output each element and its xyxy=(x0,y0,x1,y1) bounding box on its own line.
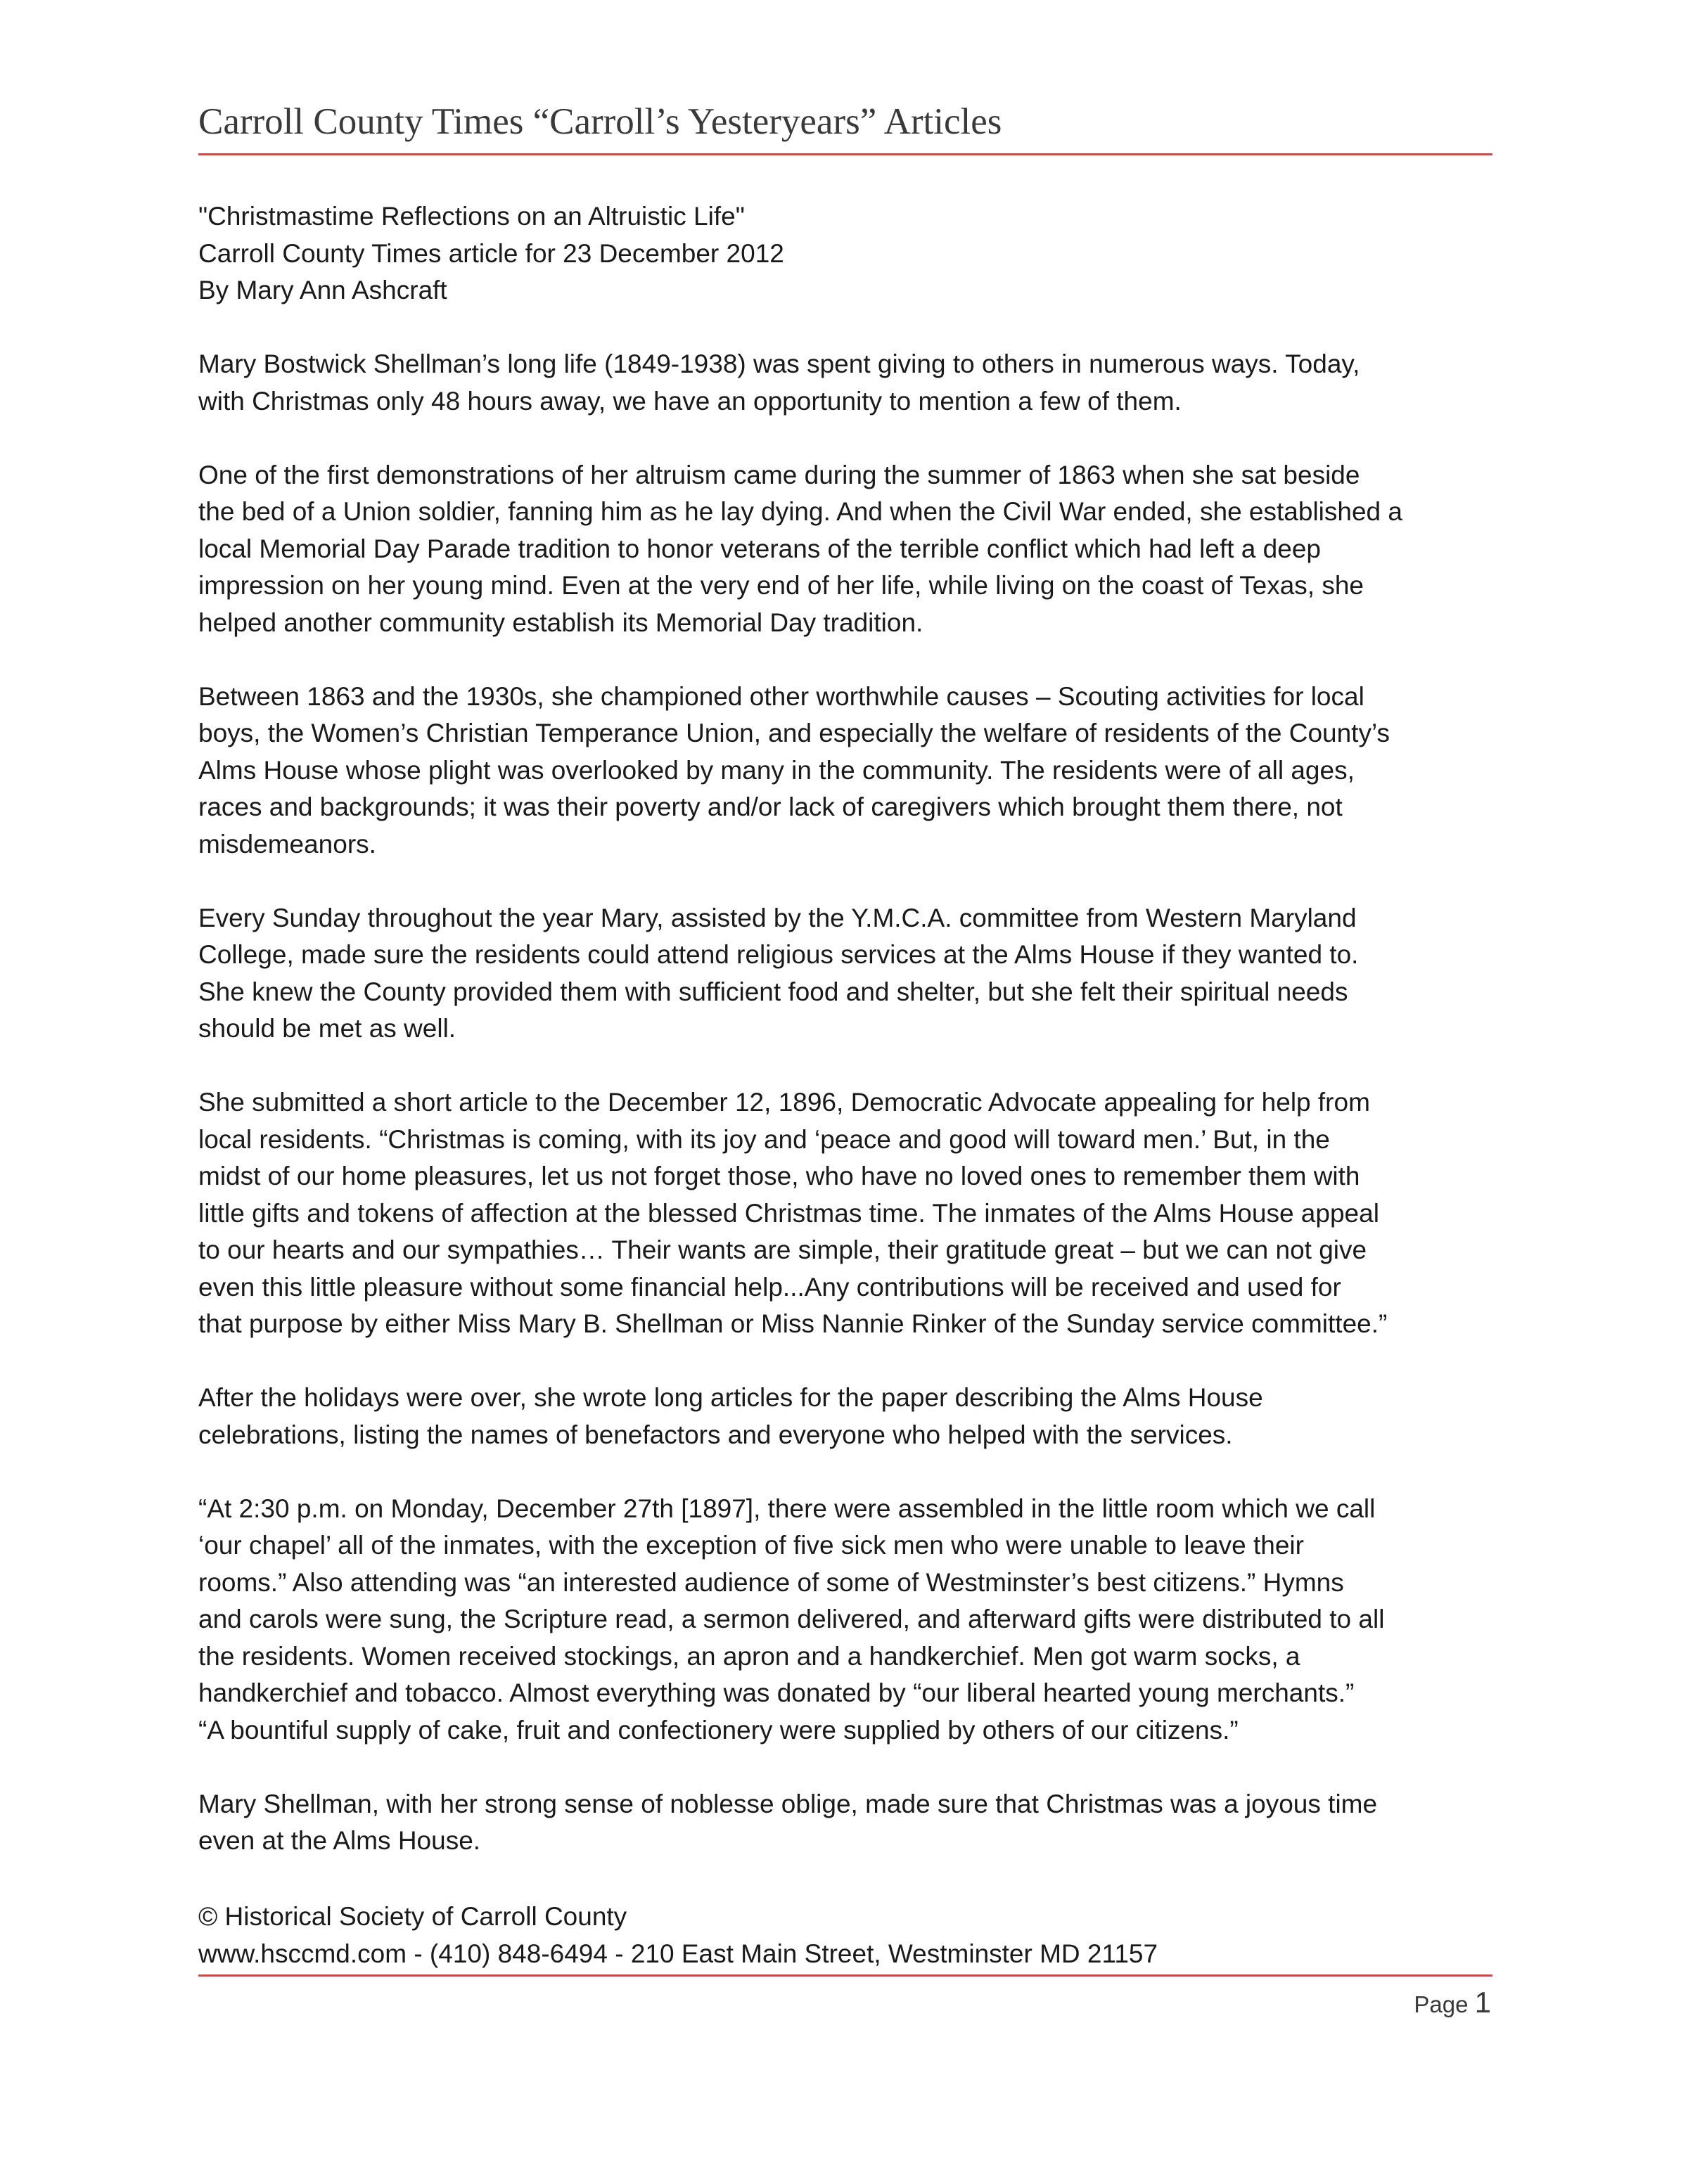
paragraph-line: After the holidays were over, she wrote long articles for the paper describing the Alms House xyxy=(198,1383,1263,1412)
article-body xyxy=(198,198,1507,1896)
paragraph-line: “At 2:30 p.m. on Monday, December 27th [1897], there were assembled in the little room which we call xyxy=(198,1494,1376,1523)
footer-divider xyxy=(198,1974,1492,1977)
paragraph-line: the bed of a Union soldier, fanning him as he lay dying. And when the Civil War ended, she established a xyxy=(198,497,1402,526)
paragraph-line: Every Sunday throughout the year Mary, assisted by the Y.M.C.A. committee from Western Maryland xyxy=(198,903,1357,932)
paragraph-line: to our hearts and our sympathies… Their wants are simple, their gratitude great – but we can not give xyxy=(198,1235,1367,1264)
article-heading-block xyxy=(198,198,1507,309)
paragraph xyxy=(198,900,1507,1048)
paragraph-line: handkerchief and tobacco. Almost everything was donated by “our liberal hearted young merchants.” xyxy=(198,1678,1355,1707)
article-byline: By Mary Ann Ashcraft xyxy=(198,276,447,304)
header-divider xyxy=(198,153,1492,155)
paragraph xyxy=(198,457,1507,642)
paragraph xyxy=(198,1380,1507,1453)
paragraph-line: Between 1863 and the 1930s, she championed other worthwhile causes – Scouting activities for local xyxy=(198,681,1364,711)
paragraph-line: and carols were sung, the Scripture read, a sermon delivered, and afterward gifts were distributed to all xyxy=(198,1605,1385,1633)
paragraph xyxy=(198,1786,1507,1860)
page-header-title: Carroll County Times “Carroll’s Yesteryears” Articles xyxy=(198,101,1002,142)
paragraph-line: should be met as well. xyxy=(198,1014,456,1043)
paragraph-line: Mary Bostwick Shellman’s long life (1849-1938) was spent giving to others in numerous ways. Today, xyxy=(198,349,1360,378)
paragraph-line: Mary Shellman, with her strong sense of noblesse oblige, made sure that Christmas was a joyous time xyxy=(198,1789,1378,1818)
paragraph-line: celebrations, listing the names of benefactors and everyone who helped with the services. xyxy=(198,1420,1233,1449)
paragraph-line: midst of our home pleasures, let us not forget those, who have no loved ones to remember them with xyxy=(198,1162,1360,1190)
paragraph-line: the residents. Women received stockings, an apron and a handkerchief. Men got warm socks, a xyxy=(198,1641,1300,1671)
paragraph-line: One of the first demonstrations of her altruism came during the summer of 1863 when she sat beside xyxy=(198,460,1360,489)
paragraph-line: that purpose by either Miss Mary B. Shellman or Miss Nannie Rinker of the Sunday service committee.” xyxy=(198,1309,1388,1338)
paragraph-line: local Memorial Day Parade tradition to honor veterans of the terrible conflict which had left a deep xyxy=(198,534,1321,563)
paragraph-line: impression on her young mind. Even at the very end of her life, while living on the coast of Texas, she xyxy=(198,571,1364,600)
paragraph xyxy=(198,1491,1507,1749)
page-number xyxy=(1414,1983,1491,2024)
paragraph-line: boys, the Women’s Christian Temperance Union, and especially the welfare of residents of the County’s xyxy=(198,719,1390,747)
article-publication: Carroll County Times article for 23 December 2012 xyxy=(198,238,784,268)
paragraph-line: even this little pleasure without some financial help...Any contributions will be received and used for xyxy=(198,1272,1341,1302)
paragraph-line: local residents. “Christmas is coming, with its joy and ‘peace and good will toward men.’ But, in the xyxy=(198,1124,1330,1154)
paragraph-line: ‘our chapel’ all of the inmates, with the exception of five sick men who were unable to leave their xyxy=(198,1531,1304,1560)
article-title: "Christmastime Reflections on an Altruistic Life" xyxy=(198,202,745,231)
paragraph-line: She knew the County provided them with sufficient food and shelter, but she felt their spiritual needs xyxy=(198,977,1348,1006)
paragraph xyxy=(198,346,1507,420)
footer-copyright: © Historical Society of Carroll County xyxy=(198,1902,627,1931)
page-number-label: Page xyxy=(1414,1991,1469,2017)
paragraph-line: even at the Alms House. xyxy=(198,1826,481,1855)
paragraph-line: with Christmas only 48 hours away, we have an opportunity to mention a few of them. xyxy=(198,386,1182,416)
page-footer xyxy=(198,1899,1507,1972)
paragraph-line: little gifts and tokens of affection at the blessed Christmas time. The inmates of the Alms House appeal xyxy=(198,1198,1379,1228)
paragraph xyxy=(198,679,1507,863)
paragraph-line: races and backgrounds; it was their poverty and/or lack of caregivers which brought them there, not xyxy=(198,792,1343,821)
paragraph-line: “A bountiful supply of cake, fruit and confectionery were supplied by others of our citizens.” xyxy=(198,1715,1239,1745)
footer-contact: www.hsccmd.com - (410) 848-6494 - 210 East Main Street, Westminster MD 21157 xyxy=(198,1939,1158,1968)
paragraph xyxy=(198,1084,1507,1343)
paragraph-line: helped another community establish its Memorial Day tradition. xyxy=(198,608,923,637)
paragraph-line: misdemeanors. xyxy=(198,829,376,859)
paragraph-line: College, made sure the residents could attend religious services at the Alms House if they wanted to. xyxy=(198,940,1359,969)
paragraph-line: rooms.” Also attending was “an interested audience of some of Westminster’s best citizens.” Hymns xyxy=(198,1567,1344,1597)
page-number-value: 1 xyxy=(1474,1986,1491,2019)
paragraph-line: She submitted a short article to the December 12, 1896, Democratic Advocate appealing for help from xyxy=(198,1088,1370,1117)
paragraph-line: Alms House whose plight was overlooked by many in the community. The residents were of all ages, xyxy=(198,755,1355,785)
